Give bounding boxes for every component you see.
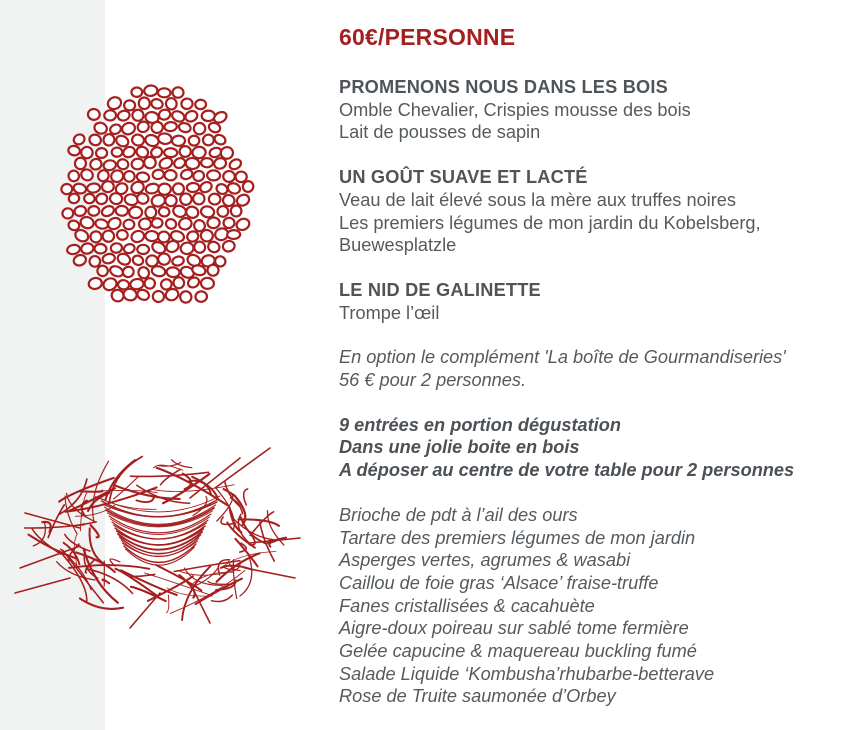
truffle-cell [173,183,185,195]
truffle-cell [228,157,243,171]
truffle-cell [201,133,215,147]
option-line: 56 € pour 2 personnes. [339,370,527,391]
truffle-illustration [55,82,255,314]
truffle-cell [172,87,183,98]
truffle-cell [74,157,86,170]
truffle-cell [164,170,176,181]
dish-item: Brioche de pdt à l’ail des ours [339,504,578,525]
truffle-cell [131,158,144,170]
truffle-cell [213,157,228,170]
truffle-cell [131,87,142,97]
truffle-cell [116,229,128,240]
nest-illustration [10,418,310,638]
dish-item: Asperges vertes, agrumes & wasabi [339,550,631,571]
truffle-cell [165,97,178,111]
course-line: Buewesplatzle [339,235,457,256]
nest-straw [245,568,295,578]
truffle-cell [200,229,214,243]
truffle-cell [131,254,144,267]
truffle-cell [195,291,208,303]
truffle-cell [198,180,213,194]
truffle-cell [120,121,136,136]
truffle-cell [87,108,100,121]
truffle-cell [61,184,73,195]
truffle-cell [208,193,220,205]
truffle-cell [117,109,131,121]
nest-straw [115,569,156,596]
box-intro-line: 9 entrées en portion dégustation [339,414,621,435]
truffle-cell [80,242,94,255]
nest-straw [75,534,78,566]
course-line: Omble Chevalier, Crispies mousse des bois [339,99,691,120]
truffle-cell [93,121,109,136]
nest-straw [215,448,270,488]
truffle-cell [151,265,166,278]
truffle-cell [62,208,73,219]
truffle-cell [223,171,235,182]
truffle-cell [130,229,146,244]
truffle-cell [131,133,146,147]
truffle-cell [110,243,122,254]
truffle-cell [94,218,108,230]
truffle-cell [96,148,108,159]
truffle-cell [180,168,194,181]
truffle-cell [178,217,193,231]
dish-item: Caillou de foie gras ‘Alsace’ fraise-truffe [339,572,659,593]
dish-item: Salade Liquide ‘Kombusha’rhubarbe-betterave [339,663,715,684]
truffle-cell [88,206,99,216]
option-note [339,346,859,391]
truffle-cell [201,277,215,289]
truffle-cell [66,244,80,255]
course-line: Lait de pousses de sapin [339,122,541,143]
course-title: LE NID DE GALINETTE [339,279,541,300]
nest-straw [244,489,248,505]
truffle-cell [191,191,206,206]
truffle-cell [166,267,180,278]
truffle-cell [73,205,87,217]
truffle-cell [103,133,116,146]
truffle-cell [213,133,227,146]
truffle-cell [223,217,235,228]
truffle-cell [72,253,87,267]
truffle-cell [207,170,220,180]
truffle-cell [227,230,240,239]
truffle-cell [222,240,236,253]
truffle-cell [193,122,207,136]
truffle-cell [157,132,172,144]
truffle-cell [158,253,171,265]
truffle-cell [158,231,170,242]
truffle-cell [192,169,206,182]
truffle-cell [102,230,114,242]
truffle-cell [172,276,185,289]
truffle-cell [138,218,152,231]
truffle-cell [102,253,116,265]
truffle-cell [123,243,136,255]
truffle-cell [180,242,194,255]
dish-item: Tartare des premiers légumes de mon jardin [339,527,696,548]
truffle-cell [181,98,193,110]
nest-straw [166,595,168,612]
truffle-cell [129,206,143,219]
truffle-cell [79,215,95,230]
truffle-cell [106,216,123,232]
truffle-cell [184,109,199,123]
truffle-cell [164,148,177,157]
truffle-cell [185,157,200,170]
truffle-cell [112,147,123,156]
truffle-cell [101,180,115,193]
truffle-cell [189,136,200,146]
truffle-cell [146,255,158,266]
truffle-cell [89,157,103,171]
truffle-cell [72,133,86,147]
truffle-cell [84,194,95,204]
truffle-cell [178,122,192,134]
truffle-cell [230,204,243,217]
truffle-cell [158,183,172,195]
nest-straw [156,565,201,591]
truffle-cell [164,194,177,207]
truffle-cell [116,158,130,171]
truffle-cell [123,170,135,182]
nest-straw [212,595,233,602]
truffle-cell [68,193,80,204]
truffle-cell [88,229,103,244]
nest-straw [136,497,154,502]
menu-content [339,22,859,708]
course-title: UN GOÛT SUAVE ET LACTÉ [339,167,588,188]
truffle-cell [68,145,81,156]
truffle-cell [67,169,81,183]
option-line: En option le complément 'La boîte de Gourmandiseries' [339,347,786,368]
truffle-cell [124,100,136,111]
truffle-cell [164,217,178,230]
truffle-cell [201,158,213,167]
truffle-cell [158,108,172,121]
truffle-cell [171,255,184,266]
truffle-cell [116,206,128,216]
dish-list [339,504,859,708]
truffle-cell [121,265,135,279]
truffle-cell [150,98,163,110]
truffle-cell [94,244,106,254]
menu-price: 60€/PERSONNE [339,24,516,50]
truffle-cell [145,207,156,219]
nest-straw [65,535,90,552]
course-3 [339,279,859,324]
nest-straw [15,578,70,593]
dish-item: Rose de Truite saumonée d’Orbey [339,686,616,707]
truffle-cell [172,135,186,146]
box-intro [339,414,859,482]
nest-straw [172,460,192,468]
truffle-cell [145,231,159,242]
truffle-cell [88,277,103,291]
course-title: PROMENONS NOUS DANS LES BOIS [339,77,668,97]
nest-straw [102,579,109,583]
course-line: Veau de lait élevé sous la mère aux truffes noires [339,189,736,210]
truffle-cell [144,85,158,97]
truffle-cell [158,156,174,171]
course-line: Les premiers légumes de mon jardin du Kobelsberg, [339,212,761,233]
truffle-cell [226,182,241,196]
dish-item: Aigre-doux poireau sur sablé tome fermière [339,618,689,639]
truffle-cell [158,88,171,97]
truffle-cell [138,97,150,109]
truffle-cell [95,192,109,206]
box-intro-line: Dans une jolie boite en bois [339,437,580,458]
dish-item: Fanes cristallisées & cacahuète [339,595,595,616]
truffle-cell [137,245,149,254]
truffle-cell [195,99,206,109]
truffle-cell [152,169,165,180]
truffle-cell [100,204,115,218]
truffle-cell [187,183,200,193]
truffle-cell [88,133,103,147]
truffle-cell [87,183,101,193]
truffle-cell [164,121,177,131]
truffle-cell [106,95,123,111]
truffle-cell [151,218,163,228]
truffle-cell [193,240,207,254]
box-intro-line: A déposer au centre de votre table pour 2 personnes [339,460,795,481]
dish-item: Gelée capucine & maquereau buckling fumé [339,641,697,662]
truffle-cell [180,146,191,157]
truffle-cell [123,219,134,229]
course-1 [339,76,859,144]
course-line: Trompe l’œil [339,302,440,323]
course-2 [339,166,859,257]
nest-straw [130,593,160,628]
truffle-cell [104,110,116,121]
truffle-cell [179,290,193,304]
truffle-cell [152,290,165,303]
truffle-cell [207,217,220,228]
truffle-cell [158,207,170,218]
nest-straw [91,525,99,537]
